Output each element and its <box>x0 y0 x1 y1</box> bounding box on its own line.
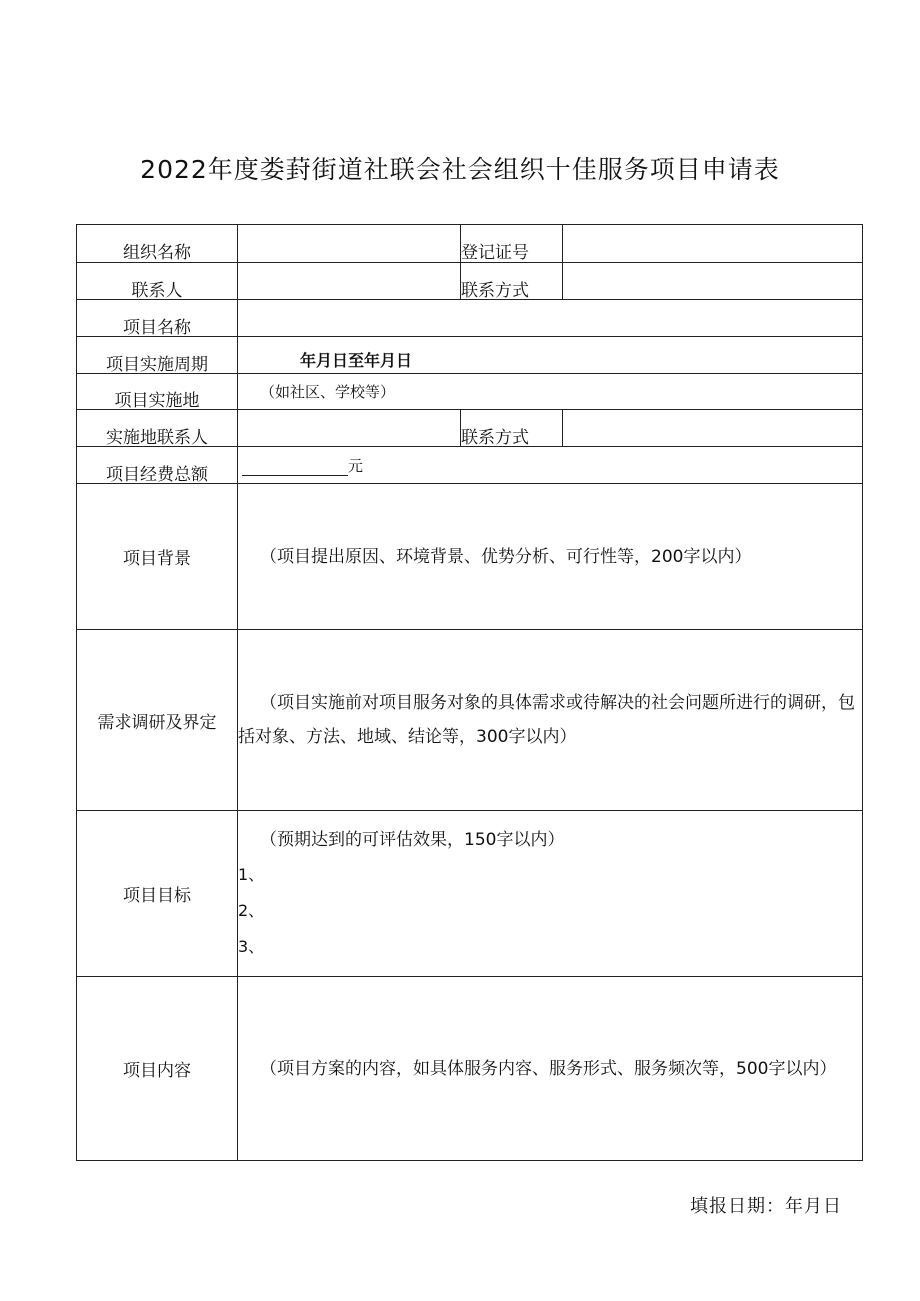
goal-label: 项目目标 <box>123 886 191 906</box>
site-contact-method-label-cell <box>461 410 563 447</box>
row-research <box>77 630 863 811</box>
budget-amount-blank[interactable] <box>242 457 348 476</box>
site-contact-method-field[interactable] <box>563 410 863 447</box>
row-contact <box>77 263 863 300</box>
period-label-cell <box>77 337 238 374</box>
site-contact-label-cell <box>77 410 238 447</box>
row-project-name <box>77 300 863 337</box>
reg-no-label-cell <box>461 225 563 263</box>
page-title: 2022年度娄葑街道社联会社会组织十佳服务项目申请表 <box>140 155 780 184</box>
row-goal <box>77 811 863 977</box>
contact-method-label: 联系方式 <box>461 280 529 300</box>
application-form <box>76 224 863 1161</box>
content-field[interactable] <box>238 977 863 1161</box>
row-background <box>77 484 863 630</box>
budget-field[interactable] <box>238 447 863 484</box>
project-name-label-cell <box>77 300 238 337</box>
goal-item-1: 1、 <box>238 864 265 884</box>
contact-field[interactable] <box>238 263 461 300</box>
row-budget <box>77 447 863 484</box>
budget-label-cell <box>77 447 238 484</box>
contact-label: 联系人 <box>131 280 183 300</box>
content-label-cell <box>77 977 238 1161</box>
reg-no-label: 登记证号 <box>461 243 529 263</box>
background-hint: （项目提出原因、环境背景、优势分析、可行性等，200字以内） <box>260 546 752 567</box>
row-period <box>77 337 863 374</box>
goal-item-3: 3、 <box>238 936 265 956</box>
fill-date: 填报日期：年月日 <box>690 1196 842 1217</box>
reg-no-field[interactable] <box>563 225 863 263</box>
goal-field[interactable] <box>238 811 863 977</box>
content-hint: （项目方案的内容，如具体服务内容、服务形式、服务频次等，500字以内） <box>260 1058 837 1079</box>
budget-label: 项目经费总额 <box>106 464 208 484</box>
row-place <box>77 374 863 410</box>
budget-unit: 元 <box>348 456 364 475</box>
goal-label-cell <box>77 811 238 977</box>
contact-method-field[interactable] <box>563 263 863 300</box>
place-label: 项目实施地 <box>114 391 200 410</box>
background-label: 项目背景 <box>123 549 191 569</box>
research-hint: （项目实施前对项目服务对象的具体需求或待解决的社会问题所进行的调研，包括对象、方法、地域、结论等，300字以内） <box>238 693 855 747</box>
org-name-field[interactable] <box>238 225 461 263</box>
site-contact-label: 实施地联系人 <box>106 427 208 447</box>
contact-label-cell <box>77 263 238 300</box>
place-hint: （如社区、学校等） <box>260 383 396 401</box>
research-label-cell <box>77 630 238 811</box>
research-label: 需求调研及界定 <box>97 712 217 733</box>
contact-method-label-cell <box>461 263 563 300</box>
background-label-cell <box>77 484 238 630</box>
background-field[interactable] <box>238 484 863 630</box>
place-field[interactable] <box>238 374 863 410</box>
org-name-label: 组织名称 <box>123 243 191 263</box>
goal-hint: （预期达到的可评估效果，150字以内） <box>260 829 565 850</box>
row-org-name <box>77 225 863 263</box>
site-contact-field[interactable] <box>238 410 461 447</box>
period-value: 年月日至年月日 <box>300 350 413 370</box>
site-contact-method-label: 联系方式 <box>461 427 529 447</box>
org-name-label-cell <box>77 225 238 263</box>
period-label: 项目实施周期 <box>106 354 208 374</box>
row-content <box>77 977 863 1161</box>
row-site-contact <box>77 410 863 447</box>
content-label: 项目内容 <box>123 1061 191 1081</box>
project-name-field[interactable] <box>238 300 863 337</box>
research-field[interactable] <box>238 630 863 811</box>
period-field[interactable] <box>238 337 863 374</box>
goal-item-2: 2、 <box>238 900 265 920</box>
project-name-label: 项目名称 <box>123 317 191 337</box>
place-label-cell <box>77 374 238 410</box>
